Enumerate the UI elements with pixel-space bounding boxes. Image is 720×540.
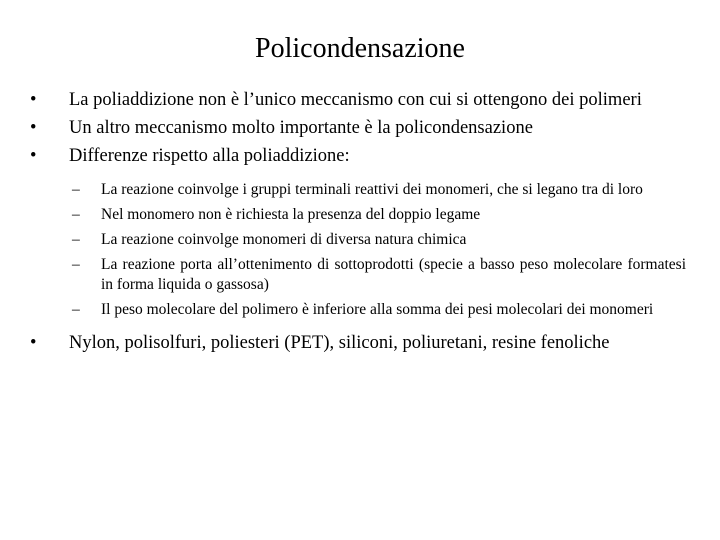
dash-marker: – xyxy=(72,256,80,273)
sub-bullet-text: La reazione coinvolge i gruppi terminali reattivi dei monomeri, che si legano tra di loro xyxy=(101,181,643,198)
sub-bullet-text: Nel monomero non è richiesta la presenza del doppio legame xyxy=(101,206,481,223)
bullet-marker: • xyxy=(30,146,37,166)
sub-bullet-item xyxy=(72,180,686,200)
sub-bullet-item xyxy=(72,255,686,295)
dash-marker: – xyxy=(72,301,80,318)
sub-bullet-item xyxy=(72,300,686,320)
dash-marker: – xyxy=(72,206,80,223)
bullet-marker: • xyxy=(30,118,37,138)
bullet-text: Differenze rispetto alla poliaddizione: xyxy=(69,146,350,166)
sub-bullet-item xyxy=(72,205,686,225)
bullet-list xyxy=(30,88,686,359)
sub-bullet-text: Il peso molecolare del polimero è inferiore alla somma dei pesi molecolari dei monomeri xyxy=(101,301,654,318)
bullet-item xyxy=(30,88,686,113)
bullet-item xyxy=(30,116,686,141)
dash-marker: – xyxy=(72,231,80,248)
slide-title: Policondensazione xyxy=(255,33,465,64)
sub-bullet-text: La reazione coinvolge monomeri di diversa natura chimica xyxy=(101,231,467,248)
bullet-item xyxy=(30,331,686,356)
bullet-text: Nylon, polisolfuri, poliesteri (PET), siliconi, poliuretani, resine fenoliche xyxy=(69,333,610,353)
sub-bullet-item xyxy=(72,230,686,250)
sub-bullet-list xyxy=(72,180,686,320)
bullet-text: La poliaddizione non è l’unico meccanismo con cui si ottengono dei polimeri xyxy=(69,90,642,110)
bullet-item xyxy=(30,144,686,169)
bullet-text: Un altro meccanismo molto importante è la policondensazione xyxy=(69,118,533,138)
bullet-marker: • xyxy=(30,90,37,110)
sub-bullet-text: La reazione porta all’ottenimento di sottoprodotti (specie a basso peso molecolare formatesi in forma liquida o gassosa) xyxy=(101,256,686,293)
dash-marker: – xyxy=(72,181,80,198)
bullet-marker: • xyxy=(30,333,37,353)
